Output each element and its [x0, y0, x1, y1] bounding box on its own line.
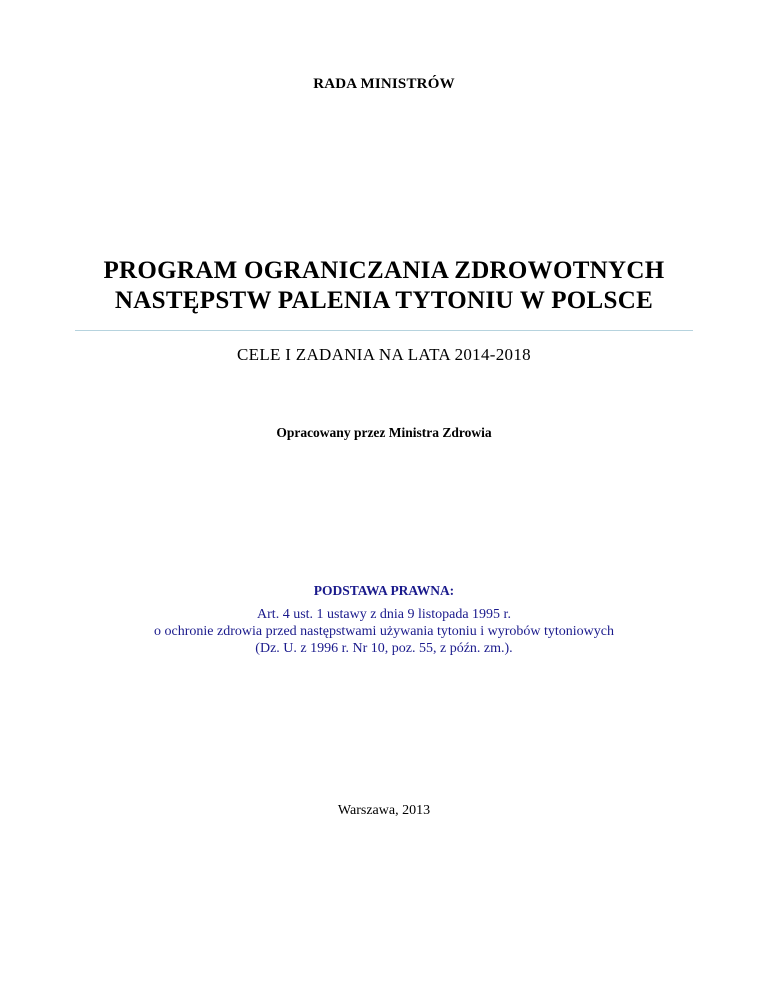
author-statement: Opracowany przez Ministra Zdrowia: [276, 425, 492, 440]
legal-basis-heading: PODSTAWA PRAWNA:: [313, 583, 455, 598]
legal-basis-line-1: Art. 4 ust. 1 ustawy z dnia 9 listopada 1995 r.: [257, 607, 511, 622]
document-title-line-1: PROGRAM OGRANICZANIA ZDROWOTNYCH: [103, 257, 665, 284]
document-title-line-2: NASTĘPSTW PALENIA TYTONIU W POLSCE: [114, 287, 654, 314]
issuer-heading: RADA MINISTRÓW: [313, 76, 455, 92]
title-divider: [75, 330, 693, 331]
place-and-date: Warszawa, 2013: [337, 803, 431, 818]
legal-basis-line-3: (Dz. U. z 1996 r. Nr 10, poz. 55, z późn. zm.).: [255, 641, 513, 656]
legal-basis-line-2: o ochronie zdrowia przed następstwami używania tytoniu i wyrobów tytoniowych: [154, 624, 614, 639]
document-subtitle: CELE I ZADANIA NA LATA 2014-2018: [237, 345, 531, 364]
